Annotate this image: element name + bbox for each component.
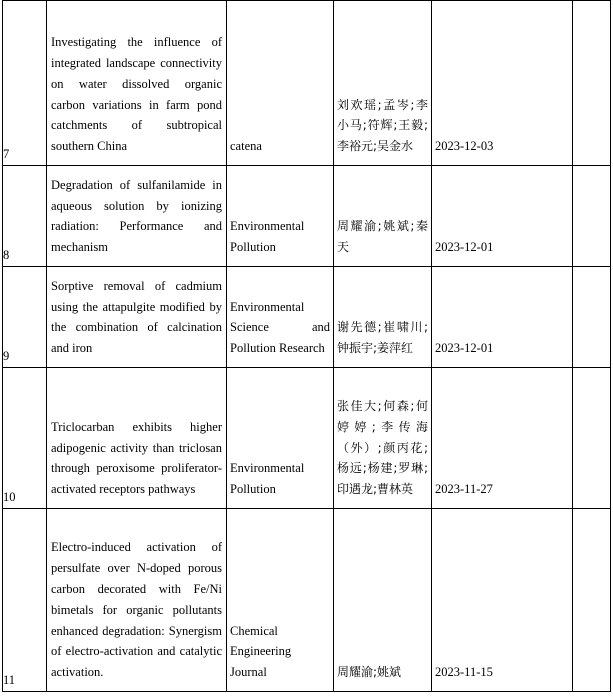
empty-cell <box>573 1 611 166</box>
authors: 张佳大;何森;何婷婷;李传海（外）;颜丙花;杨远;杨建;罗琳;印遇龙;曹林英 <box>337 399 428 497</box>
journal-name: catena <box>230 139 262 154</box>
empty-cell <box>573 166 611 267</box>
table-row <box>3 1 611 166</box>
authors: 周耀渝;姚斌 <box>337 665 402 680</box>
journal-name: Environmental Pollution <box>230 461 305 497</box>
journal-name: Environmental Science and Pollution Research <box>230 299 330 356</box>
journal-name: Chemical Engineering Journal <box>230 623 292 680</box>
authors: 刘欢瑶;孟岑;李小马;符辉;王毅;李裕元;吴金水 <box>337 97 428 154</box>
table-row <box>3 166 611 267</box>
journal-name: Environmental Pollution <box>230 219 305 255</box>
paper-title: Sorptive removal of cadmium using the attapulgite modified by the combination of calcination and iron <box>51 278 222 356</box>
publish-date: 2023-12-01 <box>435 240 494 255</box>
publications-table <box>2 0 611 692</box>
paper-title: Triclocarban exhibits higher adipogenic activity than triclosan through peroxisome proliferator-activated receptors pathways <box>51 419 222 497</box>
paper-title: Electro-induced activation of persulfate over N-doped porous carbon decorated with Fe/Ni bimetals for organic pollutants enhanced degradation: Synergism of electro-activation and catalytic activation. <box>51 540 222 680</box>
publish-date: 2023-12-03 <box>435 139 494 154</box>
row-number: 10 <box>3 368 47 509</box>
row-number: 8 <box>3 166 47 267</box>
authors: 周耀渝;姚斌;秦天 <box>337 219 428 255</box>
publish-date: 2023-12-01 <box>435 341 494 356</box>
publish-date: 2023-11-27 <box>435 482 493 497</box>
paper-title: Investigating the influence of integrated landscape connectivity on water dissolved organic carbon variations in farm pond catchments of subtropical southern China <box>51 35 222 154</box>
table-row <box>3 368 611 509</box>
publish-date: 2023-11-15 <box>435 665 493 680</box>
empty-cell <box>573 368 611 509</box>
paper-title: Degradation of sulfanilamide in aqueous solution by ionizing radiation: Performance and mechanism <box>51 177 222 255</box>
row-number: 7 <box>3 1 47 166</box>
table-row <box>3 509 611 692</box>
table-row <box>3 267 611 368</box>
empty-cell <box>573 509 611 692</box>
authors: 谢先德;崔啸川;钟振宇;姜萍红 <box>337 320 428 356</box>
empty-cell <box>573 267 611 368</box>
row-number: 9 <box>3 267 47 368</box>
row-number: 11 <box>3 509 47 692</box>
